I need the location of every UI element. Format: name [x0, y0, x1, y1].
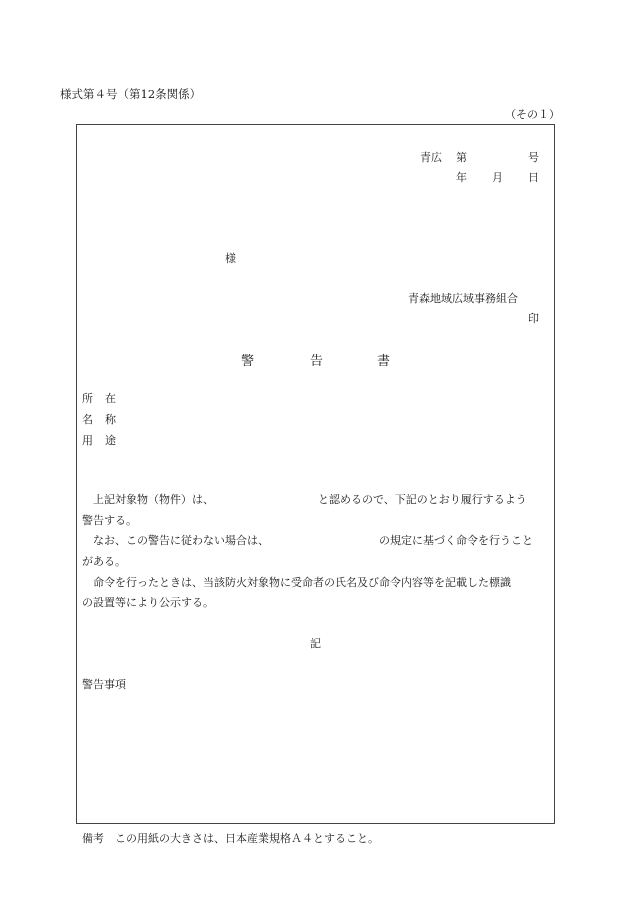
- go-label: 号: [528, 151, 539, 164]
- body-p2-mid: の規定に基づく命令を行うこと: [379, 534, 533, 547]
- field-use-b: 途: [105, 434, 116, 447]
- day-label: 日: [528, 171, 539, 184]
- form-label: 様式第４号（第12条関係）: [60, 87, 202, 101]
- body-p2-cont: がある。: [82, 555, 126, 568]
- seal-mark: 印: [528, 312, 539, 325]
- page-variant: （その１）: [505, 108, 560, 121]
- body-p3-line2: の設置等により公示する。: [82, 596, 214, 609]
- body-p1-start: 上記対象物（物件）は、: [93, 493, 214, 506]
- addressee-suffix: 様: [225, 252, 236, 265]
- field-name-a: 名: [82, 413, 93, 426]
- issuer-org: 青森地域広域事務組合: [408, 292, 518, 305]
- field-name-b: 称: [105, 413, 116, 426]
- ki-heading: 記: [310, 637, 321, 650]
- month-label: 月: [492, 171, 503, 184]
- document-title: [241, 350, 254, 369]
- footnote: 備考 この用紙の大きさは、日本産業規格Ａ４とすること。: [82, 832, 379, 845]
- document-title-2: [310, 350, 323, 369]
- warning-items-label: 警告事項: [82, 678, 126, 691]
- body-p1-mid: と認めるので、下記のとおり履行するよう: [318, 493, 527, 506]
- field-location-a: 所: [82, 392, 93, 405]
- title-char-3: 書: [377, 354, 391, 369]
- title-char-2: 告: [310, 354, 324, 369]
- document-title-3: [377, 350, 390, 369]
- field-use-a: 用: [82, 434, 93, 447]
- body-p3-line1: 命令を行ったときは、当該防火対象物に受命者の氏名及び命令内容等を記載した標識: [93, 576, 511, 589]
- field-location-b: 在: [105, 392, 116, 405]
- body-p1-cont: 警告する。: [82, 514, 137, 527]
- year-label: 年: [456, 171, 467, 184]
- issuer-prefix: 青広: [420, 151, 442, 164]
- body-p2-start: なお、この警告に従わない場合は、: [93, 534, 269, 547]
- title-char-1: 警: [241, 354, 255, 369]
- dai-label: 第: [456, 151, 467, 164]
- document-frame: [76, 124, 555, 824]
